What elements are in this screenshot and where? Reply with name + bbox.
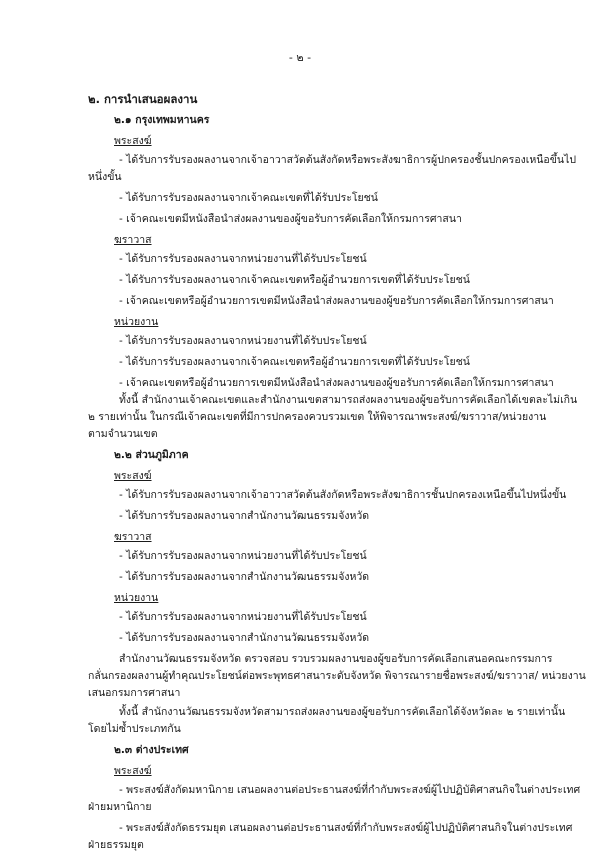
- note-paragraph: ๒ รายเท่านั้น ในกรณีเจ้าคณะเขตที่มีการปกครองควบรวมเขต ให้พิจารณาพระสงฆ์/ฆราวาส/หน่วยงาน: [88, 411, 547, 423]
- paragraph: สำนักงานวัฒนธรรมจังหวัด ตรวจสอบ รวบรวมผลงานของผู้ขอรับการคัดเลือกเสนอคณะกรรมการ: [119, 653, 553, 665]
- category-label-monk: พระสงฆ์: [114, 765, 152, 777]
- list-item: - เจ้าคณะเขตหรือผู้อำนวยการเขตมีหนังสือนำส่งผลงานของผู้ขอรับการคัดเลือกให้กรมการศาสนา: [119, 377, 554, 389]
- list-item: - เจ้าคณะเขตมีหนังสือนำส่งผลงานของผู้ขอรับการคัดเลือกให้กรมการศาสนา: [119, 213, 462, 225]
- note-paragraph: ทั้งนี้ สำนักงานเจ้าคณะเขตและสำนักงานเขตสามารถส่งผลงานของผู้ขอรับการคัดเลือกได้เขตละไม่เกิน: [119, 394, 578, 406]
- list-item: - พระสงฆ์สังกัดมหานิกาย เสนอผลงานต่อประธานสงฆ์ที่กำกับพระสงฆ์ผู้ไปปฏิบัติศาสนกิจในต่างประเทศ: [119, 784, 581, 796]
- category-label-monk: พระสงฆ์: [114, 135, 152, 147]
- list-item: - ได้รับการรับรองผลงานจากหน่วยงานที่ได้รับประโยชน์: [119, 611, 367, 623]
- category-label-org: หน่วยงาน: [114, 592, 159, 604]
- list-item: - ได้รับการรับรองผลงานจากหน่วยงานที่ได้รับประโยชน์: [119, 550, 367, 562]
- paragraph: เสนอกรมการศาสนา: [88, 687, 181, 699]
- list-item: - ได้รับการรับรองผลงานจากสำนักงานวัฒนธรรมจังหวัด: [119, 510, 370, 522]
- list-item-continuation: ฝ่ายธรรมยุต: [88, 839, 144, 851]
- note-paragraph: ตามจำนวนเขต: [88, 428, 158, 440]
- subsection-title-bkk: ๒.๑ กรุงเทพมหานคร: [114, 114, 210, 126]
- list-item: - ได้รับการรับรองผลงานจากเจ้าคณะเขตหรือผู้อำนวยการเขตที่ได้รับประโยชน์: [119, 274, 470, 286]
- paragraph: กลั่นกรองผลงานผู้ทำคุณประโยชน์ต่อพระพุทธศาสนาระดับจังหวัด พิจารณารายชื่อพระสงฆ์/ฆราวาส/ หน่วยงาน: [88, 670, 586, 682]
- list-item-continuation: หนึ่งขั้น: [88, 171, 122, 183]
- section-title: ๒. การนำเสนอผลงาน: [88, 92, 198, 106]
- list-item: - เจ้าคณะเขตหรือผู้อำนวยการเขตมีหนังสือนำส่งผลงานของผู้ขอรับการคัดเลือกให้กรมการศาสนา: [119, 295, 554, 307]
- subsection-title-region: ๒.๒ ส่วนภูมิภาค: [114, 449, 189, 461]
- list-item: - ได้รับการรับรองผลงานจากเจ้าอาวาสวัดต้นสังกัดหรือพระสังฆาธิการชั้นปกครองเหนือขึ้นไปหนึ่งขั้น: [119, 489, 567, 501]
- list-item: - ได้รับการรับรองผลงานจากสำนักงานวัฒนธรรมจังหวัด: [119, 632, 370, 644]
- page-number: - ๒ -: [288, 51, 312, 64]
- category-label-lay: ฆราวาส: [114, 531, 152, 543]
- category-label-monk: พระสงฆ์: [114, 470, 152, 482]
- paragraph: โดยไม่ซ้ำประเภทกัน: [88, 723, 181, 735]
- list-item: - ได้รับการรับรองผลงานจากเจ้าคณะเขตที่ได้รับประโยชน์: [119, 192, 378, 204]
- document-body: [88, 92, 586, 855]
- category-label-lay: ฆราวาส: [114, 234, 152, 246]
- list-item: - พระสงฆ์สังกัดธรรมยุต เสนอผลงานต่อประธานสงฆ์ที่กำกับพระสงฆ์ผู้ไปปฏิบัติศาสนกิจในต่างประเทศ: [119, 822, 573, 834]
- list-item: - ได้รับการรับรองผลงานจากเจ้าคณะเขตหรือผู้อำนวยการเขตที่ได้รับประโยชน์: [119, 356, 470, 368]
- list-item: - ได้รับการรับรองผลงานจากเจ้าอาวาสวัดต้นสังกัดหรือพระสังฆาธิการผู้ปกครองชั้นปกครองเหนือขึ้นไป: [119, 154, 577, 166]
- list-item: - ได้รับการรับรองผลงานจากหน่วยงานที่ได้รับประโยชน์: [119, 253, 367, 265]
- paragraph: ทั้งนี้ สำนักงานวัฒนธรรมจังหวัดสามารถส่งผลงานของผู้ขอรับการคัดเลือกได้จังหวัดละ ๒ รายเท่านั้น: [119, 706, 566, 718]
- list-item-continuation: ฝ่ายมหานิกาย: [88, 801, 152, 813]
- subsection-title-abroad: ๒.๓ ต่างประเทศ: [114, 744, 189, 756]
- list-item: - ได้รับการรับรองผลงานจากสำนักงานวัฒนธรรมจังหวัด: [119, 571, 370, 583]
- category-label-org: หน่วยงาน: [114, 316, 159, 328]
- list-item: - ได้รับการรับรองผลงานจากหน่วยงานที่ได้รับประโยชน์: [119, 335, 367, 347]
